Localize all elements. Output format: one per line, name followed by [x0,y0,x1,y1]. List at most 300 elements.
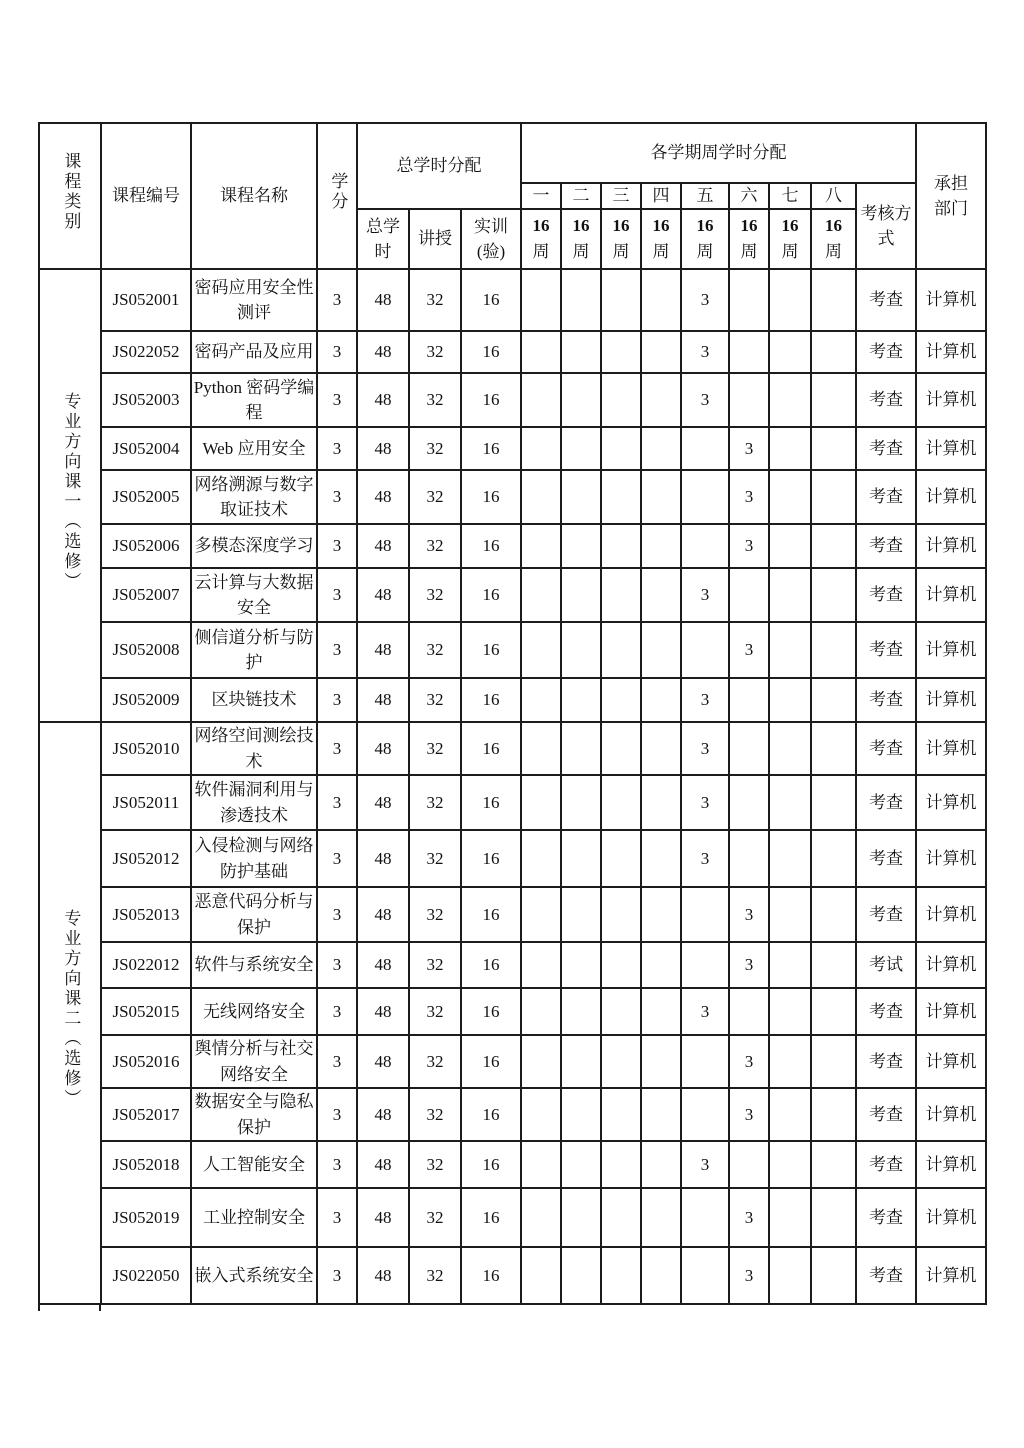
cell-semester-6-hours [729,678,769,722]
header-credits-label: 学分 [328,172,348,213]
cell-credits: 3 [317,568,357,622]
cell-semester-1-hours [521,887,561,942]
cell-semester-2-hours [561,942,601,988]
cell-department: 计算机 [916,331,986,373]
cell-semester-7-hours [769,988,811,1035]
cell-course-id: JS052005 [101,470,191,524]
cell-practice-hours: 16 [461,678,521,722]
cell-department: 计算机 [916,830,986,887]
cell-semester-5-hours [681,1088,729,1141]
cell-assessment: 考查 [856,373,916,427]
course-row [39,1035,986,1088]
header-row-top [39,123,986,183]
cell-assessment: 考查 [856,988,916,1035]
cell-semester-3-hours [601,1088,641,1141]
cell-semester-7-hours [769,678,811,722]
cell-course-id: JS052019 [101,1188,191,1247]
cell-semester-4-hours [641,1035,681,1088]
cell-semester-6-hours: 3 [729,887,769,942]
cell-semester-7-hours [769,427,811,470]
cell-semester-1-hours [521,988,561,1035]
cell-course-name: 人工智能安全 [191,1141,317,1188]
cell-assessment: 考查 [856,427,916,470]
cell-semester-2-hours [561,269,601,331]
cell-credits: 3 [317,830,357,887]
cell-semester-5-hours [681,1188,729,1247]
cell-semester-8-hours [811,568,856,622]
header-semester-8: 八 [811,183,856,209]
course-row [39,568,986,622]
header-weeks-semester-7: 16 周 [769,209,811,269]
cell-practice-hours: 16 [461,470,521,524]
cell-semester-3-hours [601,427,641,470]
header-semester-5: 五 [681,183,729,209]
cell-course-id: JS052001 [101,269,191,331]
cell-semester-2-hours [561,1035,601,1088]
cell-practice-hours: 16 [461,942,521,988]
cell-semester-1-hours [521,722,561,775]
cell-lecture-hours: 32 [409,830,461,887]
cell-department: 计算机 [916,1035,986,1088]
cell-semester-4-hours [641,942,681,988]
course-row [39,373,986,427]
cell-department: 计算机 [916,1188,986,1247]
course-category-label: 专业方向课一（选修） [61,391,81,592]
cell-semester-2-hours [561,775,601,830]
cell-semester-3-hours [601,524,641,568]
cell-semester-3-hours [601,622,641,678]
cell-semester-3-hours [601,775,641,830]
header-lecture: 讲授 [409,209,461,269]
cell-semester-7-hours [769,887,811,942]
cell-semester-7-hours [769,1035,811,1088]
cell-practice-hours: 16 [461,1141,521,1188]
cell-course-id: JS022012 [101,942,191,988]
cell-assessment: 考查 [856,775,916,830]
cell-semester-6-hours: 3 [729,1188,769,1247]
header-total-hours-label: 总学时 [365,216,400,261]
cell-semester-8-hours [811,470,856,524]
cell-total-hours: 48 [357,373,409,427]
cell-semester-2-hours [561,622,601,678]
header-assessment [856,183,916,269]
cell-course-id: JS052010 [101,722,191,775]
course-row [39,269,986,331]
header-weeks-semester-1: 16 周 [521,209,561,269]
cell-course-name: 软件与系统安全 [191,942,317,988]
cell-lecture-hours: 32 [409,568,461,622]
cell-semester-6-hours: 3 [729,1247,769,1304]
cell-semester-2-hours [561,1188,601,1247]
cell-semester-2-hours [561,373,601,427]
cell-semester-8-hours [811,524,856,568]
cell-semester-1-hours [521,678,561,722]
cell-semester-2-hours [561,524,601,568]
cell-semester-5-hours: 3 [681,568,729,622]
cell-course-name: 多模态深度学习 [191,524,317,568]
cell-credits: 3 [317,622,357,678]
cell-semester-7-hours [769,942,811,988]
cell-semester-4-hours [641,269,681,331]
cell-semester-4-hours [641,427,681,470]
cell-course-name: 嵌入式系统安全 [191,1247,317,1304]
cell-semester-3-hours [601,1035,641,1088]
cell-semester-7-hours [769,373,811,427]
cell-semester-5-hours [681,427,729,470]
cell-semester-6-hours [729,988,769,1035]
cell-lecture-hours: 32 [409,373,461,427]
course-row [39,988,986,1035]
header-weeks-semester-2: 16 周 [561,209,601,269]
cell-semester-7-hours [769,269,811,331]
cell-total-hours: 48 [357,568,409,622]
course-row [39,1088,986,1141]
cell-total-hours: 48 [357,427,409,470]
cell-total-hours: 48 [357,942,409,988]
course-row [39,830,986,887]
cell-practice-hours: 16 [461,1088,521,1141]
cell-credits: 3 [317,1141,357,1188]
cell-semester-8-hours [811,887,856,942]
cell-semester-8-hours [811,775,856,830]
cell-semester-4-hours [641,1188,681,1247]
header-course-category-label: 课程类别 [61,152,81,233]
cell-semester-2-hours [561,830,601,887]
cell-semester-3-hours [601,887,641,942]
cell-course-name: 恶意代码分析与保护 [191,887,317,942]
cell-department: 计算机 [916,373,986,427]
cell-department: 计算机 [916,678,986,722]
cell-assessment: 考查 [856,568,916,622]
cell-semester-5-hours [681,622,729,678]
cell-semester-4-hours [641,568,681,622]
cell-semester-8-hours [811,373,856,427]
cell-semester-1-hours [521,331,561,373]
header-weeks-semester-8: 16 周 [811,209,856,269]
cell-total-hours: 48 [357,1141,409,1188]
cell-semester-4-hours [641,1088,681,1141]
cell-semester-7-hours [769,1247,811,1304]
cell-semester-1-hours [521,1088,561,1141]
cell-lecture-hours: 32 [409,1247,461,1304]
cell-course-id: JS022050 [101,1247,191,1304]
course-row [39,775,986,830]
cell-semester-4-hours [641,1247,681,1304]
cell-credits: 3 [317,331,357,373]
cell-total-hours: 48 [357,722,409,775]
header-practice [461,209,521,269]
cell-assessment: 考查 [856,1188,916,1247]
cell-semester-5-hours: 3 [681,722,729,775]
cell-assessment: 考查 [856,524,916,568]
cell-semester-2-hours [561,1088,601,1141]
cell-course-name: Web 应用安全 [191,427,317,470]
cell-course-name: 舆情分析与社交网络安全 [191,1035,317,1088]
cell-lecture-hours: 32 [409,1035,461,1088]
cell-practice-hours: 16 [461,1035,521,1088]
cell-semester-7-hours [769,568,811,622]
cell-semester-3-hours [601,568,641,622]
header-practice-label: 实训(验) [473,216,508,261]
header-weeks-semester-5: 16 周 [681,209,729,269]
cell-course-name: Python 密码学编程 [191,373,317,427]
header-semester-7: 七 [769,183,811,209]
header-course-name: 课程名称 [191,123,317,269]
cell-credits: 3 [317,722,357,775]
header-department [916,123,986,269]
cell-department: 计算机 [916,887,986,942]
header-semester-2: 二 [561,183,601,209]
cell-course-name: 无线网络安全 [191,988,317,1035]
cell-lecture-hours: 32 [409,775,461,830]
cell-semester-5-hours: 3 [681,331,729,373]
header-total-hours-group: 总学时分配 [357,123,521,209]
course-row [39,678,986,722]
cell-course-name: 区块链技术 [191,678,317,722]
cell-semester-8-hours [811,1188,856,1247]
cell-semester-6-hours: 3 [729,524,769,568]
cell-semester-6-hours: 3 [729,427,769,470]
cell-semester-8-hours [811,942,856,988]
cell-lecture-hours: 32 [409,1141,461,1188]
cell-course-name: 工业控制安全 [191,1188,317,1247]
cell-course-id: JS052004 [101,427,191,470]
cell-total-hours: 48 [357,678,409,722]
header-assessment-label: 考核方式 [860,203,912,248]
cell-semester-7-hours [769,830,811,887]
cell-credits: 3 [317,373,357,427]
cell-semester-3-hours [601,678,641,722]
cell-credits: 3 [317,524,357,568]
cell-course-name: 密码产品及应用 [191,331,317,373]
cell-lecture-hours: 32 [409,622,461,678]
cell-lecture-hours: 32 [409,470,461,524]
cell-semester-7-hours [769,524,811,568]
course-row [39,470,986,524]
cell-semester-2-hours [561,470,601,524]
cell-semester-2-hours [561,722,601,775]
cell-semester-5-hours: 3 [681,373,729,427]
cell-semester-4-hours [641,622,681,678]
cell-lecture-hours: 32 [409,942,461,988]
course-row [39,1188,986,1247]
cell-semester-8-hours [811,331,856,373]
cell-lecture-hours: 32 [409,269,461,331]
cell-semester-1-hours [521,1247,561,1304]
cell-total-hours: 48 [357,1188,409,1247]
cell-course-id: JS052008 [101,622,191,678]
cell-semester-6-hours: 3 [729,942,769,988]
cell-semester-7-hours [769,775,811,830]
cell-semester-4-hours [641,775,681,830]
cell-practice-hours: 16 [461,373,521,427]
cell-course-name: 侧信道分析与防护 [191,622,317,678]
cell-semester-2-hours [561,568,601,622]
cell-credits: 3 [317,1188,357,1247]
cell-semester-8-hours [811,269,856,331]
cell-semester-3-hours [601,830,641,887]
course-row [39,622,986,678]
course-row [39,427,986,470]
cell-course-category [39,722,101,1304]
cell-course-category [39,269,101,722]
cell-assessment: 考查 [856,1141,916,1188]
cell-semester-3-hours [601,942,641,988]
cell-credits: 3 [317,1088,357,1141]
cell-credits: 3 [317,1247,357,1304]
cell-department: 计算机 [916,988,986,1035]
cell-semester-6-hours [729,775,769,830]
cell-semester-6-hours: 3 [729,470,769,524]
cell-semester-6-hours [729,269,769,331]
cell-semester-4-hours [641,524,681,568]
cell-semester-5-hours: 3 [681,988,729,1035]
cell-course-name: 云计算与大数据安全 [191,568,317,622]
cell-semester-6-hours [729,830,769,887]
cell-semester-1-hours [521,830,561,887]
cell-practice-hours: 16 [461,988,521,1035]
cell-semester-1-hours [521,470,561,524]
header-course-id: 课程编号 [101,123,191,269]
cell-semester-4-hours [641,830,681,887]
header-semester-1: 一 [521,183,561,209]
cell-semester-2-hours [561,427,601,470]
cell-lecture-hours: 32 [409,988,461,1035]
cell-department: 计算机 [916,568,986,622]
cell-semester-3-hours [601,470,641,524]
cell-course-id: JS052018 [101,1141,191,1188]
cell-lecture-hours: 32 [409,887,461,942]
cell-credits: 3 [317,942,357,988]
cell-course-id: JS052003 [101,373,191,427]
course-row [39,1141,986,1188]
header-course-category [39,123,101,269]
header-semester-group: 各学期周学时分配 [521,123,916,183]
cell-semester-7-hours [769,722,811,775]
cell-semester-8-hours [811,1035,856,1088]
cell-practice-hours: 16 [461,269,521,331]
cell-department: 计算机 [916,427,986,470]
cell-semester-8-hours [811,988,856,1035]
cell-course-id: JS052016 [101,1035,191,1088]
cell-lecture-hours: 32 [409,427,461,470]
header-semester-6: 六 [729,183,769,209]
cell-semester-8-hours [811,830,856,887]
cell-semester-6-hours: 3 [729,1035,769,1088]
cell-practice-hours: 16 [461,775,521,830]
cell-semester-5-hours [681,1247,729,1304]
cell-semester-5-hours [681,942,729,988]
cell-lecture-hours: 32 [409,524,461,568]
cell-semester-4-hours [641,722,681,775]
course-row [39,1247,986,1304]
cell-semester-5-hours: 3 [681,830,729,887]
cell-assessment: 考查 [856,269,916,331]
cell-semester-5-hours [681,1035,729,1088]
course-row [39,331,986,373]
cell-assessment: 考试 [856,942,916,988]
cell-semester-1-hours [521,775,561,830]
cell-semester-4-hours [641,988,681,1035]
cell-semester-2-hours [561,988,601,1035]
cell-course-id: JS052015 [101,988,191,1035]
cell-course-name: 密码应用安全性测评 [191,269,317,331]
cell-semester-2-hours [561,331,601,373]
cell-semester-7-hours [769,1088,811,1141]
cell-semester-4-hours [641,331,681,373]
cell-assessment: 考查 [856,830,916,887]
cell-course-id: JS052007 [101,568,191,622]
cell-lecture-hours: 32 [409,1088,461,1141]
cell-semester-3-hours [601,373,641,427]
cell-practice-hours: 16 [461,722,521,775]
cell-total-hours: 48 [357,331,409,373]
cell-semester-8-hours [811,622,856,678]
cell-semester-6-hours [729,722,769,775]
cell-credits: 3 [317,470,357,524]
cell-total-hours: 48 [357,1247,409,1304]
cell-semester-1-hours [521,1141,561,1188]
cell-course-name: 网络空间测绘技术 [191,722,317,775]
header-department-label: 承担部门 [934,173,969,218]
cell-course-id: JS052012 [101,830,191,887]
cell-assessment: 考查 [856,1088,916,1141]
cell-lecture-hours: 32 [409,1188,461,1247]
cell-course-id: JS052006 [101,524,191,568]
cell-semester-5-hours [681,470,729,524]
cell-course-id: JS052011 [101,775,191,830]
cell-semester-7-hours [769,1188,811,1247]
cell-department: 计算机 [916,622,986,678]
cell-semester-1-hours [521,942,561,988]
cell-lecture-hours: 32 [409,678,461,722]
cell-semester-2-hours [561,678,601,722]
cell-semester-3-hours [601,1188,641,1247]
cell-semester-2-hours [561,1247,601,1304]
header-semester-3: 三 [601,183,641,209]
curriculum-table [38,122,987,1305]
cell-semester-5-hours: 3 [681,1141,729,1188]
cell-total-hours: 48 [357,775,409,830]
cell-department: 计算机 [916,269,986,331]
cell-semester-3-hours [601,269,641,331]
cell-practice-hours: 16 [461,524,521,568]
cell-semester-2-hours [561,1141,601,1188]
cell-semester-5-hours [681,524,729,568]
course-row [39,887,986,942]
cell-credits: 3 [317,1035,357,1088]
cell-total-hours: 48 [357,269,409,331]
cell-semester-8-hours [811,722,856,775]
cell-semester-5-hours: 3 [681,678,729,722]
header-total-hours [357,209,409,269]
cell-assessment: 考查 [856,622,916,678]
cell-semester-6-hours [729,568,769,622]
cell-semester-3-hours [601,988,641,1035]
cell-semester-1-hours [521,622,561,678]
cell-total-hours: 48 [357,830,409,887]
cell-department: 计算机 [916,1247,986,1304]
cell-total-hours: 48 [357,1088,409,1141]
cell-semester-5-hours: 3 [681,775,729,830]
cell-semester-3-hours [601,1247,641,1304]
cell-practice-hours: 16 [461,568,521,622]
category-column-continuation-line [38,1303,40,1311]
cell-semester-2-hours [561,887,601,942]
cell-semester-6-hours [729,373,769,427]
cell-course-id: JS052013 [101,887,191,942]
cell-lecture-hours: 32 [409,722,461,775]
